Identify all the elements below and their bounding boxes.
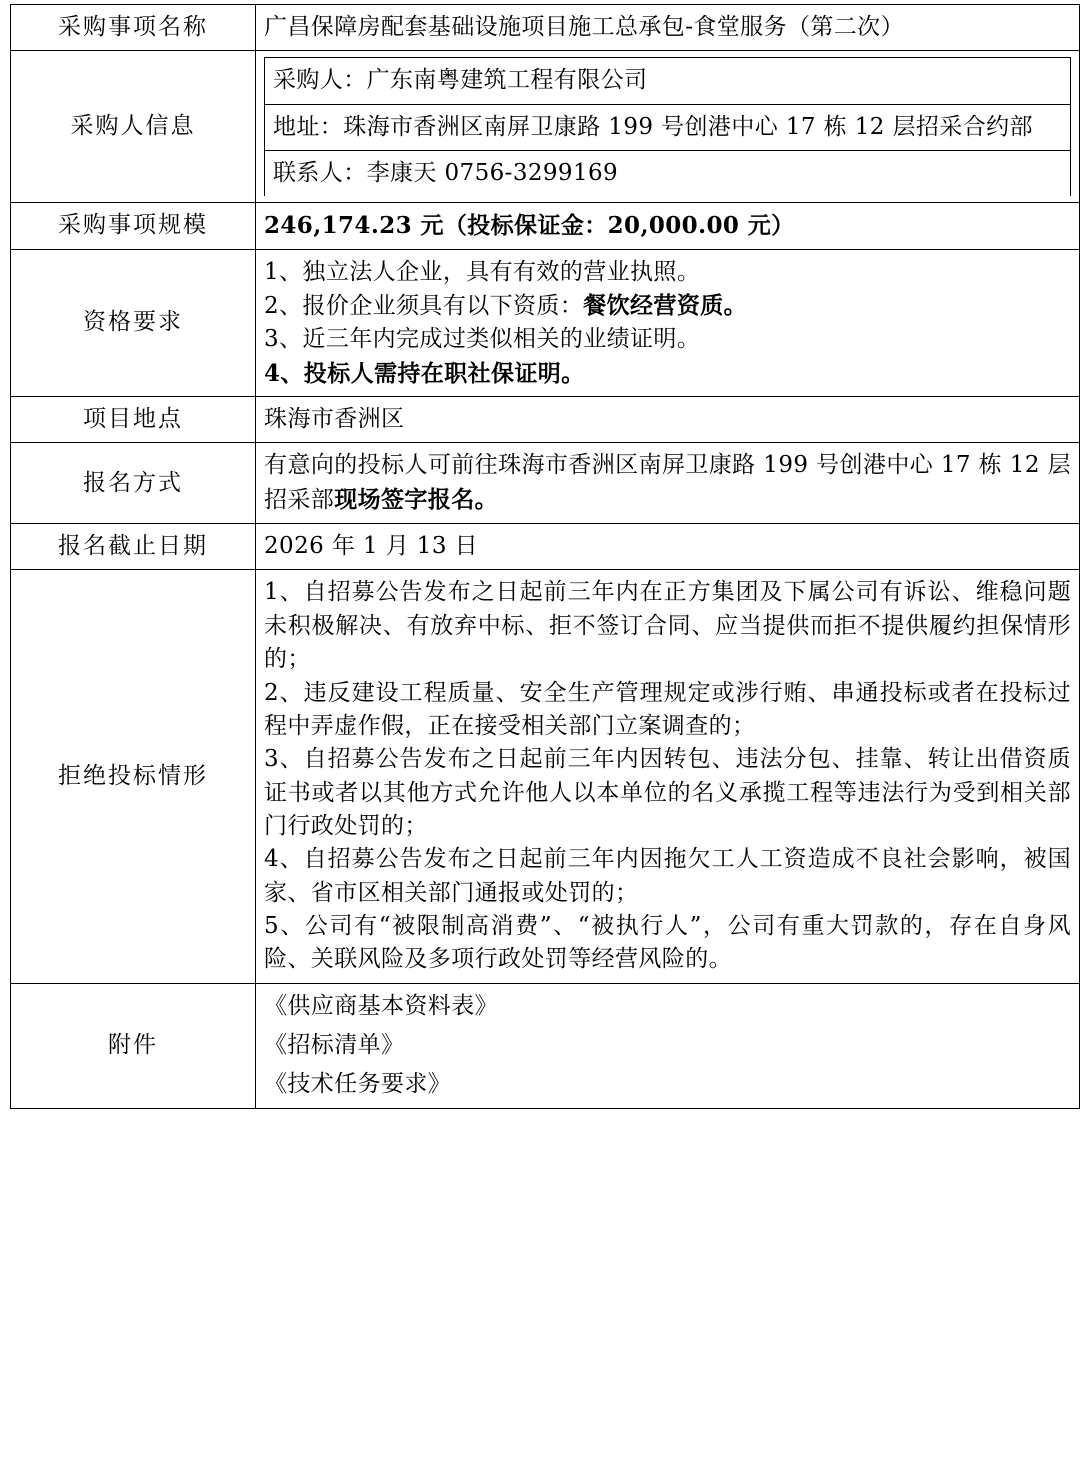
list-item [265, 58, 1071, 104]
row-label-qualification: 资格要求 [11, 249, 256, 396]
table-row [11, 51, 1080, 203]
attachment-item-2: 《招标清单》 [264, 1031, 405, 1058]
row-value-scale: 246,174.23 元（投标保证金：20,000.00 元） [256, 203, 1080, 249]
row-value-buyer-info [256, 51, 1080, 203]
registration-method-text: 有意向的投标人可前往珠海市香洲区南屏卫康路 199 号创港中心 17 栋 12 层招采部 [264, 452, 1071, 513]
qualification-item-4: 4、投标人需持在职社保证明。 [264, 359, 585, 387]
row-label-attachments: 附件 [11, 983, 256, 1108]
rejection-item-4: 4、自招募公告发布之日起前三年内因拖欠工人工资造成不良社会影响，被国家、省市区相关部门通报或处罚的； [264, 846, 1071, 906]
row-value-project-name: 广昌保障房配套基础设施项目施工总承包-食堂服务（第二次） [256, 5, 1080, 51]
list-item [265, 104, 1071, 150]
buyer-name: 采购人：广东南粤建筑工程有限公司 [265, 58, 1071, 104]
qualification-item-2 [264, 289, 1071, 323]
procurement-info-table [10, 4, 1080, 1109]
row-label-registration-method: 报名方式 [11, 443, 256, 524]
row-label-rejection: 拒绝投标情形 [11, 570, 256, 983]
qualification-item-2-emphasis: 餐饮经营资质。 [583, 292, 748, 320]
qualification-item-2-head: 2、报价企业须具有以下资质： [264, 293, 584, 320]
rejection-item-2: 2、违反建设工程质量、安全生产管理规定或涉行贿、串通投标或者在投标过程中弄虚作假，正在接受相关部门立案调查的； [264, 679, 1071, 739]
row-value-location: 珠海市香洲区 [256, 397, 1080, 443]
qualification-item-3: 3、近三年内完成过类似相关的业绩证明。 [264, 326, 701, 353]
table-row [11, 5, 1080, 51]
table-row [11, 249, 1080, 396]
table-row [11, 570, 1080, 983]
table-row [11, 203, 1080, 249]
table-row [11, 983, 1080, 1108]
rejection-item-3: 3、自招募公告发布之日起前三年内因转包、违法分包、挂靠、转让出借资质证书或者以其他方式允许他人以本单位的名义承揽工程等违法行为受到相关部门行政处罚的； [264, 746, 1071, 839]
row-value-deadline: 2026 年 1 月 13 日 [256, 524, 1080, 570]
row-label-location: 项目地点 [11, 397, 256, 443]
table-row [11, 397, 1080, 443]
table-row [11, 443, 1080, 524]
buyer-contact: 联系人：李康天 0756-3299169 [265, 151, 1071, 197]
table-row [11, 524, 1080, 570]
row-value-registration-method [256, 443, 1080, 524]
row-label-scale: 采购事项规模 [11, 203, 256, 249]
buyer-address: 地址：珠海市香洲区南屏卫康路 199 号创港中心 17 栋 12 层招采合约部 [265, 104, 1071, 150]
row-value-qualification [256, 249, 1080, 396]
row-value-attachments [256, 983, 1080, 1108]
list-item [265, 151, 1071, 197]
rejection-item-5: 5、公司有“被限制高消费”、“被执行人”，公司有重大罚款的，存在自身风险、关联风险及多项行政处罚等经营风险的。 [264, 912, 1071, 973]
attachment-item-3: 《技术任务要求》 [264, 1071, 452, 1098]
buyer-info-sublist [264, 57, 1071, 196]
registration-method-emphasis: 现场签字报名。 [334, 485, 499, 513]
row-label-deadline: 报名截止日期 [11, 524, 256, 570]
rejection-item-1: 1、自招募公告发布之日起前三年内在正方集团及下属公司有诉讼、维稳问题未积极解决、有放弃中标、拒不签订合同、应当提供而拒不提供履约担保情形的； [264, 579, 1071, 673]
row-value-rejection [256, 570, 1080, 983]
qualification-item-1: 1、独立法人企业，具有有效的营业执照。 [264, 258, 701, 285]
row-label-project-name: 采购事项名称 [11, 5, 256, 51]
attachment-item-1: 《供应商基本资料表》 [264, 992, 498, 1019]
row-label-buyer-info: 采购人信息 [11, 51, 256, 203]
